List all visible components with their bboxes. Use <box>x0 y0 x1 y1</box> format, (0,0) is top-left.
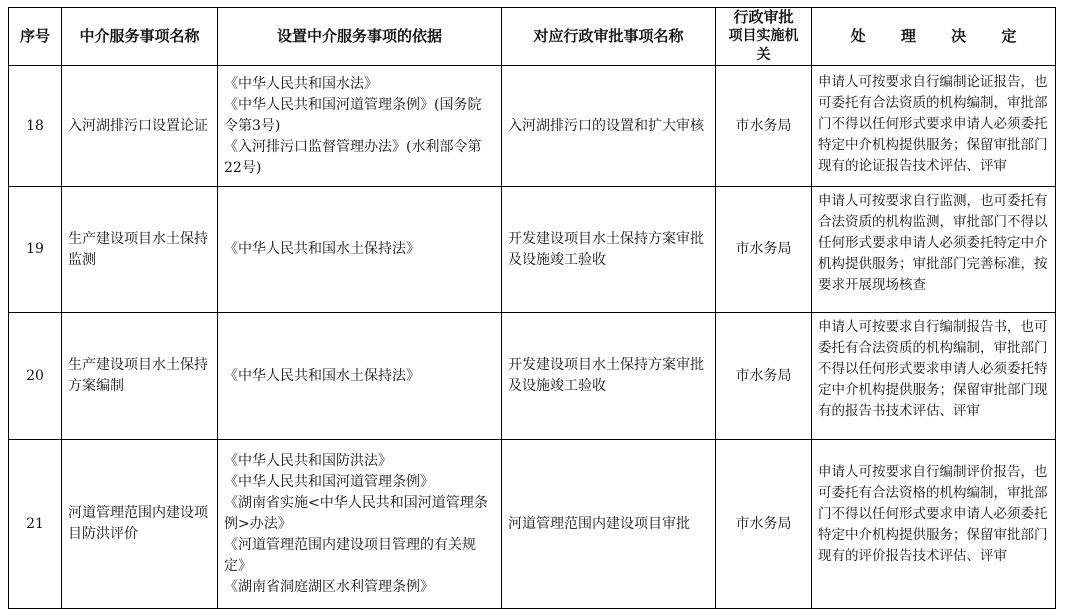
row-approval-item: 河道管理范围内建设项目审批 <box>502 440 716 609</box>
row-approval-item: 开发建设项目水土保持方案审批及设施竣工验收 <box>502 187 716 313</box>
basis-line: 《中华人民共和国河道管理条例》(国务院令第3号) <box>224 96 482 134</box>
row-agency: 市水务局 <box>716 187 812 313</box>
basis-line: 《中华人民共和国水法》 <box>224 75 378 92</box>
decision-text: 申请人可按要求自行编制报告书，也可委托有合法资质的机构编制，审批部门不得以任何形式要求申请人必须委托特定中介机构提供服务；保留审批部门现有的报告书技术评估、评审 <box>818 319 1048 419</box>
intermediary-services-table <box>8 7 1056 609</box>
row-decision <box>812 187 1056 313</box>
header-approval-item: 对应行政审批事项名称 <box>502 8 716 66</box>
header-decision: 处 理 决 定 <box>812 8 1056 66</box>
basis-line: 《河道管理范围内建设项目管理的有关规定》 <box>224 536 476 574</box>
table-row <box>9 313 1056 440</box>
row-basis <box>218 66 502 187</box>
row-agency: 市水务局 <box>716 440 812 609</box>
basis-line: 《湖南省实施<中华人民共和国河道管理条例>办法》 <box>224 494 488 532</box>
row-decision <box>812 440 1056 609</box>
row-seq: 19 <box>9 187 62 313</box>
row-basis <box>218 440 502 609</box>
basis-line: 《中华人民共和国水土保持法》 <box>224 367 420 384</box>
decision-text: 申请人可按要求自行编制论证报告，也可委托有合法资质的机构编制，审批部门不得以任何形式要求申请人必须委托特定中介机构提供服务；保留审批部门现有的论证报告技术评估、评审 <box>818 74 1048 174</box>
row-decision <box>812 66 1056 187</box>
table-row <box>9 66 1056 187</box>
header-basis: 设置中介服务事项的依据 <box>218 8 502 66</box>
header-row <box>9 8 1056 66</box>
header-service-name: 中介服务事项名称 <box>62 8 218 66</box>
row-service-name: 河道管理范围内建设项目防洪评价 <box>62 440 218 609</box>
decision-text: 申请人可按要求自行监测，也可委托有合法资质的机构监测，审批部门不得以任何形式要求申请人必须委托特定中介机构提供服务；审批部门完善标准，按要求开展现场核查 <box>818 193 1048 293</box>
row-basis <box>218 187 502 313</box>
header-agency-line2: 项目实施机关 <box>728 28 799 63</box>
row-service-name: 生产建设项目水土保持监测 <box>62 187 218 313</box>
header-seq: 序号 <box>9 8 62 66</box>
row-approval-item: 开发建设项目水土保持方案审批及设施竣工验收 <box>502 313 716 440</box>
basis-line: 《湖南省洞庭湖区水利管理条例》 <box>224 578 434 595</box>
row-agency: 市水务局 <box>716 66 812 187</box>
row-approval-item: 入河湖排污口的设置和扩大审核 <box>502 66 716 187</box>
row-seq: 20 <box>9 313 62 440</box>
table-row <box>9 440 1056 609</box>
row-decision <box>812 313 1056 440</box>
basis-line: 《入河排污口监督管理办法》(水利部令第22号) <box>224 138 482 176</box>
row-seq: 21 <box>9 440 62 609</box>
row-seq: 18 <box>9 66 62 187</box>
header-agency <box>716 8 812 66</box>
basis-line: 《中华人民共和国水土保持法》 <box>224 241 420 257</box>
basis-line: 《中华人民共和国河道管理条例》 <box>224 473 434 490</box>
row-agency: 市水务局 <box>716 313 812 440</box>
basis-line: 《中华人民共和国防洪法》 <box>224 452 392 469</box>
row-service-name: 入河湖排污口设置论证 <box>62 66 218 187</box>
row-service-name: 生产建设项目水土保持方案编制 <box>62 313 218 440</box>
table-row <box>9 187 1056 313</box>
row-basis <box>218 313 502 440</box>
header-agency-line1: 行政审批 <box>733 8 794 26</box>
decision-text: 申请人可按要求自行编制评价报告，也可委托有合法资格的机构编制，审批部门不得以任何形式要求申请人必须委托特定中介机构提供服务；保留审批部门现有的评价报告技术评估、评审 <box>818 464 1048 564</box>
